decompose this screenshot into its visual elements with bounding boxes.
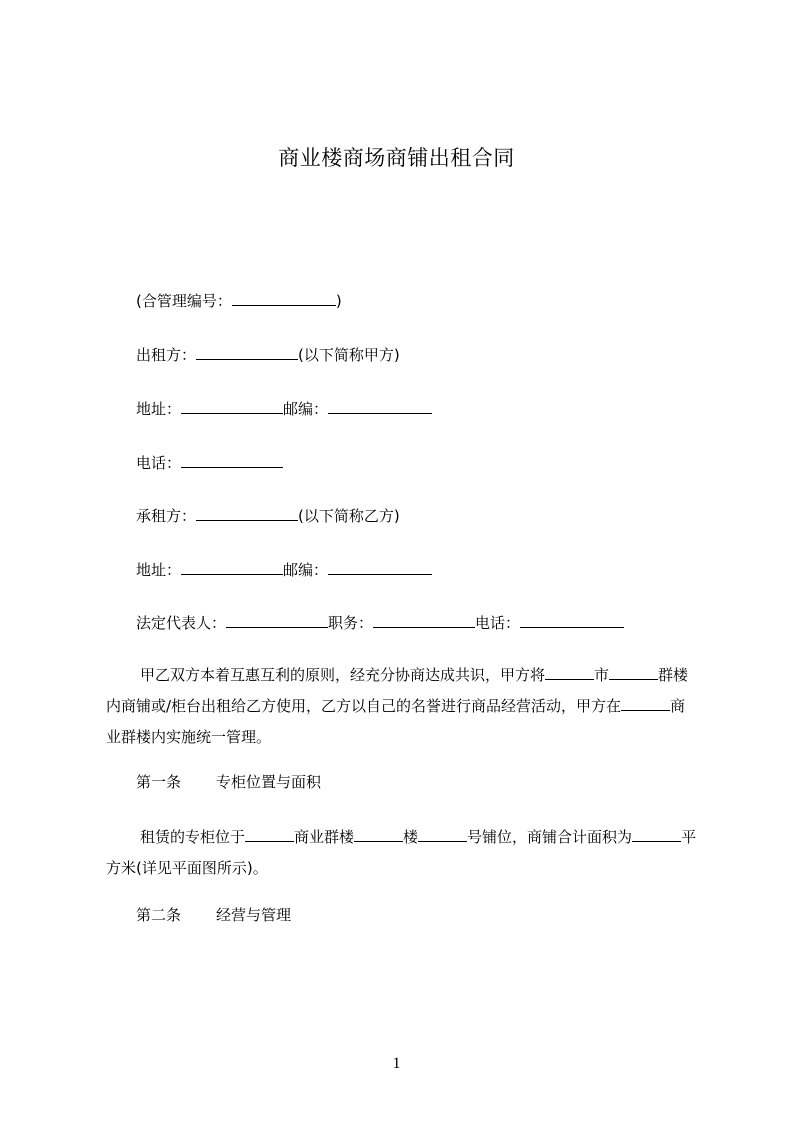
preamble-paragraph [106, 660, 700, 753]
lessor-address-blank[interactable] [181, 398, 283, 414]
position-blank[interactable] [373, 612, 475, 628]
preamble-text-1: 甲乙双方本着互惠互利的原则，经充分协商达成共识，甲方将 [140, 666, 546, 684]
article-1-title: 专柜位置与面积 [216, 773, 322, 791]
legal-rep-blank[interactable] [226, 612, 328, 628]
unit-number-blank[interactable] [418, 826, 467, 842]
lessor-postcode-blank[interactable] [328, 398, 432, 414]
article-1-paragraph [106, 822, 700, 884]
lessor-address-label: 地址： [136, 400, 182, 418]
lessee-address-label: 地址： [136, 561, 182, 579]
lessee-address-blank[interactable] [181, 559, 283, 575]
article-1-label: 第一条 [136, 773, 182, 791]
lessor-label: 出租方： [136, 346, 197, 364]
page-number: 1 [392, 1055, 401, 1072]
lessee-postcode-blank[interactable] [328, 559, 432, 575]
lessor-phone-label: 电话： [136, 454, 182, 472]
lessee-phone-label: 电话： [475, 614, 521, 632]
article-1-text-5: 平方米(详见平面图所示)。 [106, 828, 697, 877]
lessee-address-line [136, 559, 432, 580]
position-label: 职务： [328, 614, 374, 632]
lessee-label: 承租方： [136, 507, 197, 525]
lessee-phone-blank[interactable] [520, 612, 624, 628]
lessor-suffix: (以下简称甲方) [298, 346, 400, 364]
article-1-text-4: 号铺位，商铺合计面积为 [467, 828, 633, 846]
management-number-blank[interactable] [232, 290, 336, 306]
lessor-postcode-label: 邮编： [283, 400, 329, 418]
lessee-line [136, 505, 400, 526]
article-1-text-2: 商业群楼 [294, 828, 355, 846]
article-2-title: 经营与管理 [216, 906, 292, 924]
preamble-text-3: 群楼内商铺或/柜台出租给乙方使用，乙方以自己的名誉进行商品经营活动，甲方在 [106, 666, 689, 715]
article-1-heading [136, 772, 321, 792]
lessee-postcode-label: 邮编： [283, 561, 329, 579]
lessee-blank[interactable] [196, 505, 298, 521]
legal-representative-line [136, 612, 624, 633]
management-number-close: ) [335, 292, 342, 310]
article-2-heading [136, 905, 291, 925]
management-number-line [136, 290, 342, 311]
lessor-blank[interactable] [196, 344, 298, 360]
lessor-phone-line [136, 452, 283, 473]
preamble-text-2: 市 [594, 666, 610, 684]
management-number-label: (合管理编号： [136, 292, 232, 310]
lessor-phone-blank[interactable] [181, 452, 283, 468]
city-blank[interactable] [545, 664, 594, 680]
article-1-text-3: 楼 [403, 828, 419, 846]
building-blank[interactable] [609, 664, 658, 680]
article-2-label: 第二条 [136, 906, 182, 924]
legal-rep-label: 法定代表人： [136, 614, 227, 632]
area-blank[interactable] [632, 826, 681, 842]
lessee-suffix: (以下简称乙方) [298, 507, 400, 525]
location-blank[interactable] [245, 826, 294, 842]
mall-blank[interactable] [621, 695, 670, 711]
document-title: 商业楼商场商铺出租合同 [278, 146, 515, 170]
lessor-line [136, 344, 400, 365]
article-1-text-1: 租赁的专柜位于 [140, 828, 246, 846]
floor-blank[interactable] [354, 826, 403, 842]
preamble-text-4: 商业群楼内实施统一管理。 [106, 697, 686, 746]
lessor-address-line [136, 398, 432, 419]
